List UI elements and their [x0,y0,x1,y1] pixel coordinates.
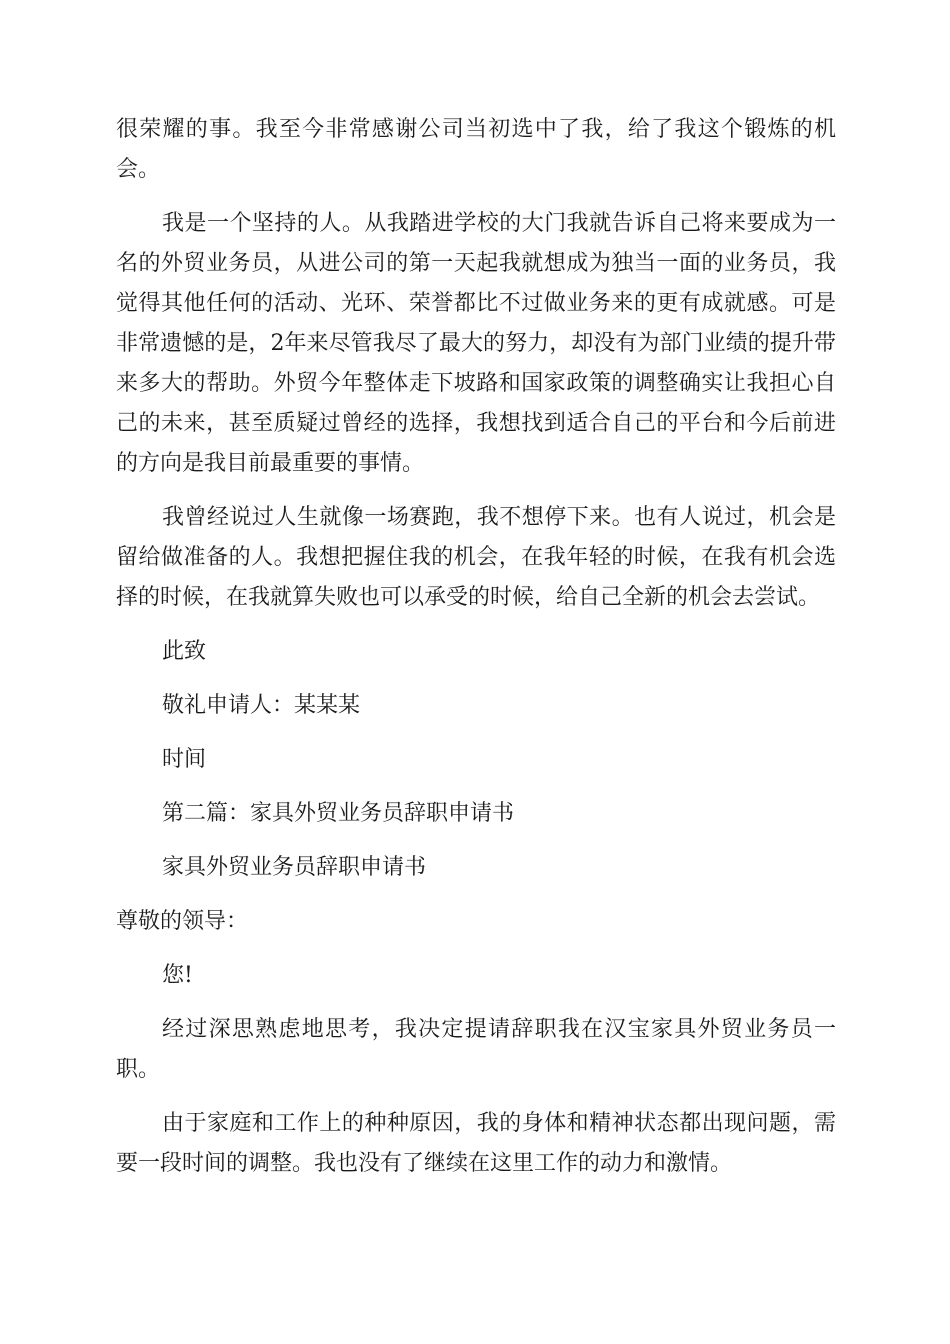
paragraph-opportunity: 我曾经说过人生就像一场赛跑，我不想停下来。也有人说过，机会是留给做准备的人。我想把握住我的机会，在我年轻的时候，在我有机会选择的时候，在我就算失败也可以承受的时候，给自己全新的机会去尝试。 [116,505,836,610]
paragraph-reasons: 由于家庭和工作上的种种原因，我的身体和精神状态都出现问题，需要一段时间的调整。我也没有了继续在这里工作的动力和激情。 [116,1111,836,1176]
paragraph-continued: 很荣耀的事。我至今非常感谢公司当初选中了我，给了我这个锻炼的机会。 [116,117,836,182]
section-heading: 第二篇：家具外贸业务员辞职申请书 [162,801,515,826]
document-title: 家具外贸业务员辞职申请书 [162,855,427,880]
document-page [116,110,836,1184]
paragraph-persistence: 我是一个坚持的人。从我踏进学校的大门我就告诉自己将来要成为一名的外贸业务员，从进公司的第一天起我就想成为独当一面的业务员，我觉得其他任何的活动、光环、荣誉都比不过做业务来的更有成就感。可是非常遗憾的是，2年来尽管我尽了最大的努力，却没有为部门业绩的提升带来多大的帮助。外贸今年整体走下坡路和国家政策的调整确实让我担心自己的未来，甚至质疑过曾经的选择，我想找到适合自己的平台和今后前进的方向是我目前最重要的事情。 [116,211,836,476]
regards-applicant: 敬礼申请人：某某某 [162,693,361,718]
paragraph-decision: 经过深思熟虑地思考，我决定提请辞职我在汉宝家具外贸业务员一职。 [116,1017,836,1082]
closing-phrase: 此致 [162,639,207,664]
greeting: 您! [162,963,193,988]
time-label: 时间 [162,747,207,772]
salutation: 尊敬的领导： [116,909,249,934]
